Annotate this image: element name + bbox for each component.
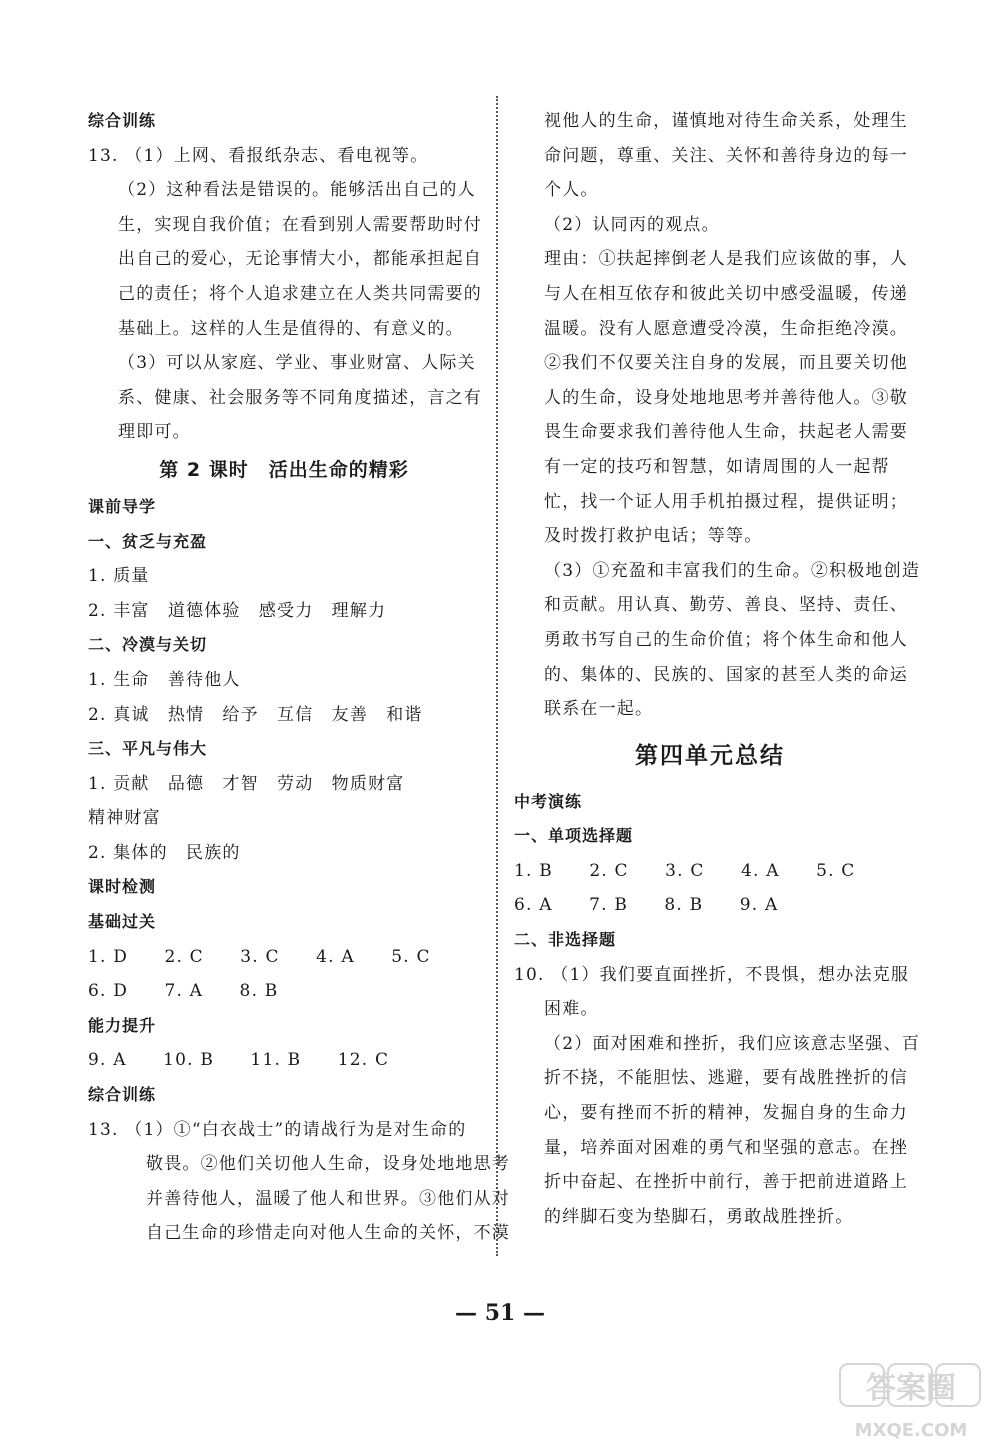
answer-line: 1. 质量	[88, 566, 150, 587]
answer-line: 13. （1）①“白衣战士”的请战行为是对生命的	[88, 1119, 467, 1140]
answer-line: 量，培养面对困难的勇气和坚强的意志。在挫	[544, 1137, 908, 1158]
answer-line: 视他人的生命，谨慎地对待生命关系，处理生	[544, 111, 908, 131]
answer-line: 2. 集体的 民族的	[88, 842, 241, 863]
column-divider	[496, 96, 498, 1256]
section-label: 综合训练	[88, 1085, 157, 1105]
answer-line: 1. 贡献 品德 才智 劳动 物质财富	[88, 773, 405, 794]
left-column	[88, 104, 510, 1251]
answer-line: 畏生命要求我们善待他人生命，扶起老人需要	[544, 422, 908, 443]
section-label: 三、平凡与伟大	[88, 739, 208, 759]
answer-line: 精神财富	[88, 808, 161, 829]
answer-line: 忙，找一个证人用手机拍摄过程，提供证明；	[544, 491, 908, 512]
section-label: 一、单项选择题	[514, 826, 634, 846]
answer-line: 理由：①扶起摔倒老人是我们应该做的事，人	[544, 249, 908, 270]
answer-line: 基础上。这样的人生是值得的、有意义的。	[118, 318, 464, 339]
answer-line: 勇敢书写自己的生命价值；将个体生命和他人	[544, 629, 908, 650]
answer-line: 命问题，尊重、关注、关怀和善待身边的每一	[544, 145, 908, 166]
section-label: 中考演练	[514, 791, 583, 811]
section-label: 能力提升	[88, 1015, 157, 1035]
answer-line: 联系在一起。	[544, 699, 654, 720]
answer-line: （3）可以从家庭、学业、事业财富、人际关	[118, 353, 476, 374]
answer-line: 自己生命的珍惜走向对他人生命的关怀，不漠	[146, 1223, 510, 1244]
answer-line: 2. 丰富 道德体验 感受力 理解力	[88, 600, 387, 621]
answer-line: （2）认同丙的观点。	[544, 214, 720, 235]
answer-line: 6. A 7. B 8. B 9. A	[514, 895, 779, 916]
answer-line: 折中奋起、在挫折中前行，善于把前进道路上	[544, 1172, 908, 1193]
answer-line: 1. B 2. C 3. C 4. A 5. C	[514, 860, 856, 881]
answer-line: ②我们不仅要关注自身的发展，而且要关切他	[544, 353, 908, 374]
section-label: 二、非选择题	[514, 930, 617, 950]
answer-line: （2）这种看法是错误的。能够活出自己的人	[118, 180, 476, 201]
answer-line: 1. 生命 善待他人	[88, 669, 241, 690]
answer-line: 理即可。	[118, 422, 191, 443]
answer-line: 及时拨打救护电话；等等。	[544, 526, 763, 547]
answer-line: 困难。	[544, 999, 599, 1020]
answer-line: 个人。	[544, 180, 599, 201]
answer-line: 系、健康、社会服务等不同角度描述，言之有	[118, 387, 482, 408]
section-label: 一、贫乏与充盈	[88, 531, 208, 551]
answer-line: 温暖。没有人愿意遭受冷漠，生命拒绝冷漠。	[544, 318, 908, 339]
section-title: 第 2 课时 活出生命的精彩	[159, 458, 409, 481]
watermark-url: MXQE.COM	[854, 1420, 968, 1441]
answer-line: 6. D 7. A 8. B	[88, 981, 279, 1002]
answer-line: 1. D 2. C 3. C 4. A 5. C	[88, 946, 431, 967]
answer-line: 13. （1）上网、看报纸杂志、看电视等。	[88, 145, 429, 166]
answer-line: 敬畏。②他们关切他人生命，设身处地地思考	[146, 1154, 510, 1175]
answer-line: （3）①充盈和丰富我们的生命。②积极地创造	[544, 560, 921, 581]
answer-line: 人的生命，设身处地地思考并善待他人。③敬	[544, 387, 908, 408]
answer-line: 折不挠，不能胆怯、逃避，要有战胜挫折的信	[544, 1068, 908, 1089]
section-label: 课前导学	[88, 496, 157, 516]
section-label: 二、冷漠与关切	[88, 635, 208, 655]
answer-line: 2. 真诚 热情 给予 互信 友善 和谐	[88, 704, 423, 725]
section-label: 基础过关	[88, 912, 157, 932]
page-number: — 51 —	[455, 1300, 545, 1326]
answer-line: （2）面对困难和挫折，我们应该意志坚强、百	[544, 1033, 921, 1054]
answer-line: 10. （1）我们要直面挫折，不畏惧，想办法克服	[514, 964, 910, 985]
section-label: 课时检测	[88, 877, 157, 897]
answer-line: 9. A 10. B 11. B 12. C	[88, 1050, 390, 1071]
answer-line: 的、集体的、民族的、国家的甚至人类的命运	[544, 664, 908, 685]
answer-line: 生，实现自我价值；在看到别人需要帮助时付	[118, 214, 482, 235]
watermark-logo	[836, 1358, 986, 1444]
answer-line: 与人在相互依存和彼此关切中感受温暖，传递	[544, 283, 908, 304]
section-label: 综合训练	[88, 111, 157, 130]
answer-line: 出自己的爱心，无论事情大小，都能承担起自	[118, 249, 482, 270]
section-title: 第四单元总结	[635, 742, 785, 769]
answer-line: 并善待他人，温暖了他人和世界。③他们从对	[146, 1188, 510, 1209]
watermark-title: 答案圈	[866, 1371, 956, 1406]
answer-line: 的绊脚石变为垫脚石，勇敢战胜挫折。	[544, 1206, 854, 1227]
answer-line: 己的责任；将个人追求建立在人类共同需要的	[118, 283, 482, 304]
right-column	[514, 104, 921, 1234]
answer-line: 和贡献。用认真、勤劳、善良、坚持、责任、	[544, 595, 908, 616]
answer-line: 有一定的技巧和智慧，如请周围的人一起帮	[544, 456, 890, 477]
answer-line: 心，要有挫而不折的精神，发掘自身的生命力	[544, 1103, 908, 1124]
